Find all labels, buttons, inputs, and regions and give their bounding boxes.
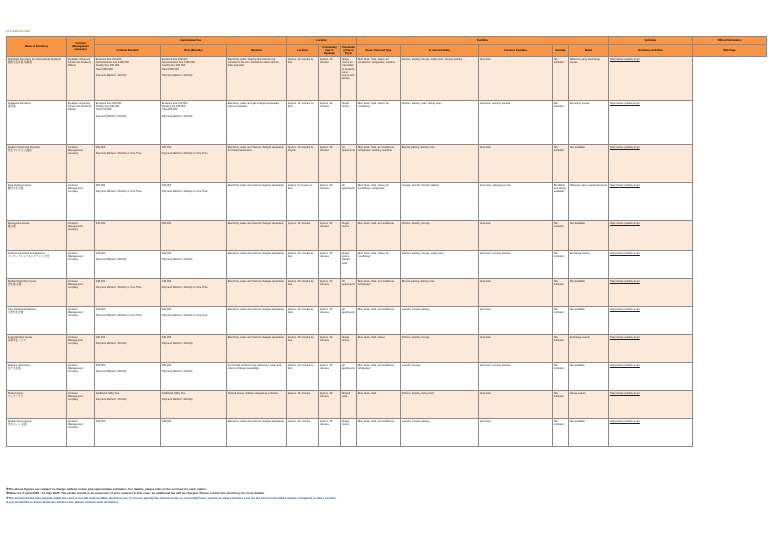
cell-rent: Entrance Fee ¥30,000 Monthly fee ¥35,000 Total ¥65,000 Payment Method : Monthly xyxy=(161,101,227,145)
cell-security: Not included xyxy=(553,221,569,251)
cell-in-room: Kitchen, laundry, living room xyxy=(401,391,479,419)
table-row xyxy=(7,145,767,183)
cell-in-room: Kitchen, laundry, lounge, study room xyxy=(401,251,479,279)
cell-name: Fukakusa Dormitory 深草寮 xyxy=(7,101,67,145)
cell-common: Auto-lock xyxy=(479,145,553,183)
cell-name: Share House シェアハウス xyxy=(7,391,67,419)
cell-name: Student Dormitory Kyoto 学生寮 京都 xyxy=(7,279,67,307)
header-name: Name of Dormitory xyxy=(7,37,67,57)
header-official-info: Official Information xyxy=(693,37,767,45)
table-row xyxy=(7,251,767,279)
cell-security: Not included xyxy=(553,279,569,307)
cell-contract-duration: ¥48,000 Payment Method : Monthly or One Time xyxy=(95,279,161,307)
header-rent: Rent (Monthly) xyxy=(161,45,227,57)
cell-remarks: Electricity, water and internet charged separately. xyxy=(227,279,287,307)
table-body xyxy=(7,57,767,447)
cell-remarks: Electricity, water, heating and internet are included in the rent. Residents share kitchen, bath and toilet. xyxy=(227,57,287,101)
cell-contract-duration: ¥42,000 Payment Method : Monthly or One Time xyxy=(95,307,161,335)
cell-location: Approx. 20 minutes xyxy=(287,419,319,447)
table-row xyxy=(7,221,767,251)
cell-web-page[interactable]: https://www.ryukoku.ac.jp/ xyxy=(609,363,693,391)
cell-meals: Not available xyxy=(569,419,609,447)
cell-security: Not included xyxy=(553,307,569,335)
cell-rent: ¥35,000 xyxy=(161,221,227,251)
cell-name: Women's Dormitory 女子学生寮 xyxy=(7,363,67,391)
cell-remarks: For female students only. Electricity, water and internet charged separately. xyxy=(227,363,287,391)
cell-common: Auto-lock xyxy=(479,279,553,307)
cell-web-page[interactable]: https://www.ryukoku.ac.jp/ xyxy=(609,279,693,307)
header-approximate-fee: Approximate Fee xyxy=(95,37,287,45)
cell-meals: Welcome party, seasonal events xyxy=(569,183,609,221)
cell-location: Approx. 15 minutes xyxy=(287,221,319,251)
cell-name: Student Apartment Ryukoku 学生マンション 龍谷 xyxy=(7,145,67,183)
table-row xyxy=(7,363,767,391)
cell-contract-duration: ¥55,000 Payment Method : Monthly xyxy=(95,363,161,391)
cell-location: Approx. 10 minutes by bicycle xyxy=(287,145,319,183)
cell-in-room: Laundry, bicycle parking xyxy=(401,419,479,447)
cell-name: Shinbashi Dormitory for International Students 国際交流会館 信貴寮 xyxy=(7,57,67,101)
cell-remarks: Electricity, water and internet charged separately. xyxy=(227,251,287,279)
cell-meals: Dormitory events xyxy=(569,101,609,145)
cell-common: Auto-lock xyxy=(479,335,553,363)
cell-name: Otsu Student Residence 大津学生会館 xyxy=(7,307,67,335)
cell-web-page[interactable]: https://www.ryukoku.ac.jp/ xyxy=(609,335,693,363)
header-remarks: Remarks xyxy=(227,45,287,57)
cell-meals: Not available xyxy=(569,363,609,391)
cell-location: Approx. 20 minutes by bus xyxy=(287,279,319,307)
cell-commute-ryukoku: Approx. 30 minutes xyxy=(319,391,341,419)
cell-room-type: Bed, desk, chair, air conditioner xyxy=(357,419,401,447)
cell-security: Not included xyxy=(553,57,569,101)
cell-commute-kyoto: Single rooms for international students; some rooms with kitchen xyxy=(341,57,357,101)
footnote-contact: If you would like to know about the initial costs, please contact each dormitory. xyxy=(6,500,119,505)
cell-in-room: Kitchen, laundry, lounge xyxy=(401,335,479,363)
cell-common: Auto-lock xyxy=(479,419,553,447)
cell-common: Auto-lock xyxy=(479,391,553,419)
cell-in-room: Bicycle parking, delivery box xyxy=(401,145,479,183)
cell-remarks: Electricity, water and internet charged separately. xyxy=(227,307,287,335)
cell-remarks: Electricity, water and gas charged separately. Internet included. xyxy=(227,101,287,145)
cell-commute-ryukoku: Approx. 40 minutes xyxy=(319,183,341,221)
cell-rent: ¥45,000 Payment Method : Monthly xyxy=(161,251,227,279)
cell-web-page[interactable]: https://www.ryukoku.ac.jp/ xyxy=(609,391,693,419)
table-row xyxy=(7,279,767,307)
cell-security: Not included xyxy=(553,391,569,419)
cell-web-page[interactable]: https://www.ryukoku.ac.jp/ xyxy=(609,221,693,251)
header-common: Common Facilities xyxy=(479,45,553,57)
cell-web-page[interactable]: https://www.ryukoku.ac.jp/ xyxy=(609,307,693,335)
cell-contract-duration: ¥50,000 Payment Method : Monthly or One Time xyxy=(95,145,161,183)
cell-in-room: Laundry, bicycle parking xyxy=(401,307,479,335)
cell-meals: Welcome party, Exchange events xyxy=(569,57,609,101)
cell-security: Not included xyxy=(553,419,569,447)
cell-contract: Contract Management company xyxy=(67,183,95,221)
cell-security: Not included xyxy=(553,251,569,279)
cell-rent: ¥55,000 Payment Method : Monthly xyxy=(161,363,227,391)
cell-commute-kyoto: Single rooms xyxy=(341,101,357,145)
cell-remarks: Shared house. Utilities charged as a flat fee. xyxy=(227,391,287,419)
cell-remarks: Electricity, water and internet charged separately. xyxy=(227,183,287,221)
cell-commute-ryukoku: Approx. 30 minutes xyxy=(319,145,341,183)
cell-room-type: Bed, desk, chair, air conditioner, refrigerator xyxy=(357,279,401,307)
footnote: ※The above figures are subject to change without notice and approximate estimates. For details, please refer to the contract for each option. xyxy=(6,487,207,491)
cell-contract: Contract Management company xyxy=(67,307,95,335)
cell-rent: Additional Utility Fee Payment Method : Monthly xyxy=(161,391,227,419)
header-group-row xyxy=(7,37,767,45)
cell-contract: Contract Management company xyxy=(67,145,95,183)
cell-rent: ¥50,000 Payment Method : Monthly or One Time xyxy=(161,145,227,183)
cell-commute-ryukoku: Approx. 20 minutes xyxy=(319,335,341,363)
cell-commute-kyoto: 1K apartments xyxy=(341,279,357,307)
cell-web-page[interactable]: https://www.ryukoku.ac.jp/ xyxy=(609,183,693,221)
cell-contract: Contract Management company xyxy=(67,335,95,363)
cell-commute-kyoto: Single rooms xyxy=(341,419,357,447)
cell-contract: Ryukoku University (Under the Students Affairs) xyxy=(67,101,95,145)
cell-remarks: Electricity, water and internet charged separately. xyxy=(227,419,287,447)
cell-room-type: Bed, desk, chair, closet, air conditioner, refrigerator xyxy=(357,183,401,221)
header-room-type: Room Total and Type xyxy=(357,45,401,57)
footnote: ※Rates for 2 April 2025 - 31 July 2025. The earlier arrival or an extension of your contract in this case, an additional fee will be charged. Please contact the dormitory for more details. xyxy=(6,491,265,496)
cell-commute-ryukoku: Approx. 30 minutes xyxy=(319,251,341,279)
cell-room-type: Bed, desk, chair, closet, air conditioner xyxy=(357,101,401,145)
cell-meals: Exchange events xyxy=(569,335,609,363)
table-row xyxy=(7,183,767,221)
cell-rent: Entrance Fee ¥30,000 Administrative Fee ¥180,000 Facility Fee ¥60,000 Total ¥300,000 Payment Method : Monthly xyxy=(161,57,227,101)
dormitory-table xyxy=(6,36,767,447)
cell-contract-duration: ¥38,000 xyxy=(95,419,161,447)
cell-rent: ¥60,000 Payment Method : Monthly or One Time xyxy=(161,183,227,221)
footnote-emphasis: ※The amount listed may include initial fees and is not the total monthly dormitory fee. If you are paying the dormitory fee on a monthly basis, please be aware that the cost for the first month will be higher compared to other months. xyxy=(6,495,337,500)
cell-contract: Ryukoku University (Under the Students Affairs) xyxy=(67,57,95,101)
cell-commute-ryukoku: Approx. 20 minutes xyxy=(319,101,341,145)
footnotes xyxy=(6,487,762,505)
cell-room-type: Bed, desk, chair, air conditioner xyxy=(357,307,401,335)
cell-meals: House events xyxy=(569,391,609,419)
header-activities: Activities xyxy=(609,37,693,45)
cell-contract: Contract Management company xyxy=(67,363,95,391)
cell-remarks: Electricity, water and internet charged separately. xyxy=(227,335,287,363)
cell-contract-duration: ¥60,000 Payment Method : Monthly or One Time xyxy=(95,183,161,221)
cell-security: Not included xyxy=(553,145,569,183)
cell-contract: Contract Management company xyxy=(67,279,95,307)
cell-contract: Contract Management company xyxy=(67,419,95,447)
header-sub-row xyxy=(7,45,767,57)
cell-room-type: Bed, desk, chair, air conditioner, refrigerator xyxy=(357,363,401,391)
cell-room-type: Bed, desk, chair, closet, air conditioner, refrigerator, curtains xyxy=(357,57,401,101)
cell-room-type: Bed, desk, chair, air conditioner, refrigerator, washing machine xyxy=(357,145,401,183)
cell-commute-kyoto: 1K apartments xyxy=(341,183,357,221)
cell-location: Approx. 15 minutes xyxy=(287,391,319,419)
cell-web-page[interactable]: https://www.ryukoku.ac.jp/ xyxy=(609,145,693,183)
cell-meals: Not available xyxy=(569,279,609,307)
cell-rent: ¥48,000 Payment Method : Monthly or One Time xyxy=(161,279,227,307)
cell-in-room: Kitchen, laundry, lounge xyxy=(401,221,479,251)
table-row xyxy=(7,391,767,419)
header-in-room: In-room Facilities xyxy=(401,45,479,57)
cell-commute-ryukoku: Approx. 30 minutes xyxy=(319,57,341,101)
cell-commute-ryukoku: Approx. 20 minutes xyxy=(319,279,341,307)
cell-location: Approx. 15 minutes by bus xyxy=(287,251,319,279)
cell-common: Auto-lock, manager on site xyxy=(479,183,553,221)
cell-security: Not included xyxy=(553,101,569,145)
cell-security: Not included xyxy=(553,335,569,363)
cell-meals: Not available xyxy=(569,221,609,251)
cell-in-room: Lounge, laundry, bicycle parking xyxy=(401,183,479,221)
cell-location: Approx. 15 minutes by bus xyxy=(287,57,319,101)
cell-meals: Not available xyxy=(569,145,609,183)
cell-contract-duration: ¥45,000 Payment Method : Monthly xyxy=(95,251,161,279)
cell-common: Auto-lock, security camera xyxy=(479,101,553,145)
header-contract-duration: Contract Duration xyxy=(95,45,161,57)
cell-in-room: Kitchen, laundry, lounge, study room, bicycle parking xyxy=(401,57,479,101)
cell-commute-ryukoku: Approx. 25 minutes xyxy=(319,221,341,251)
cell-remarks: Electricity, water and internet charged separately. Furnished apartment. xyxy=(227,145,287,183)
cell-contract: Contract Management company xyxy=(67,221,95,251)
table-row xyxy=(7,101,767,145)
cell-commute-ryukoku: Approx. 30 minutes xyxy=(319,307,341,335)
cell-contract: Contract Management company xyxy=(67,391,95,419)
cell-common: Auto-lock, security camera xyxy=(479,251,553,279)
header-contract: Contract (Management company) xyxy=(67,37,95,57)
cell-web-page[interactable]: https://www.ryukoku.ac.jp/ xyxy=(609,419,693,447)
table-row xyxy=(7,335,767,363)
header-meals: Meals xyxy=(569,45,609,57)
cell-common: Auto-lock, security camera xyxy=(479,363,553,391)
cell-contract-duration: ¥35,000 xyxy=(95,221,161,251)
cell-common: Auto-lock xyxy=(479,307,553,335)
cell-common: Auto-lock xyxy=(479,221,553,251)
cell-commute-ryukoku: Approx. 30 minutes xyxy=(319,363,341,391)
sheet-caption: As of 2025 Feb 2025 xyxy=(6,30,31,33)
cell-web-page[interactable]: https://www.ryukoku.ac.jp/ xyxy=(609,57,693,101)
table-row xyxy=(7,419,767,447)
table-row xyxy=(7,57,767,101)
cell-commute-kyoto: 1K apartments xyxy=(341,307,357,335)
cell-name: Student Room Kyoto 学生ルーム 京都 xyxy=(7,419,67,447)
cell-commute-ryukoku: Approx. 25 minutes xyxy=(319,419,341,447)
cell-name: Kyoto Student House 京都学生ハウス xyxy=(7,335,67,363)
table-row xyxy=(7,307,767,335)
cell-location: Approx. 20 minutes by bus xyxy=(287,335,319,363)
cell-rent: ¥42,000 Payment Method : Monthly or One Time xyxy=(161,307,227,335)
cell-commute-kyoto: Shared units xyxy=(341,391,357,419)
cell-name: Fushimi International Residence インターナショナルレジデンス 伏見 xyxy=(7,251,67,279)
header-security: Security xyxy=(553,45,569,57)
cell-web-page[interactable]: https://www.ryukoku.ac.jp/ xyxy=(609,101,693,145)
cell-in-room: Kitchen, laundry, bath, dining room xyxy=(401,101,479,145)
cell-room-type: Bed, desk, chair, air conditioner xyxy=(357,221,401,251)
header-commute-kyoto: Commuting time to Kyoto xyxy=(342,45,355,56)
cell-contract-duration: Additional Utility Fee Payment Method : Monthly xyxy=(95,391,161,419)
cell-meals: Not available xyxy=(569,307,609,335)
cell-commute-kyoto: 1K apartments xyxy=(341,145,357,183)
header-dorm-activities: Dormitory Activities xyxy=(609,45,693,57)
cell-contract: Contract Management company xyxy=(67,251,95,279)
cell-contract-duration: Entrance Fee ¥30,000 Administrative Fee ¥180,000 Facility Fee ¥60,000 Total ¥300,000 Payment Method : Monthly xyxy=(95,57,161,101)
cell-location: Approx. 10 minutes on foot xyxy=(287,363,319,391)
cell-meals: Exchange events xyxy=(569,251,609,279)
cell-contract-duration: ¥40,000 Payment Method : Monthly xyxy=(95,335,161,363)
cell-location: Approx. 5 minutes on foot xyxy=(287,183,319,221)
header-web-page: Web Page xyxy=(693,45,767,57)
header-commute-ryukoku: Commuting time to Ryukoku xyxy=(319,45,341,57)
cell-commute-kyoto: 1K apartments xyxy=(341,363,357,391)
cell-room-type: Bed, desk, chair, closet, air conditioner xyxy=(357,251,401,279)
dormitory-sheet xyxy=(6,36,762,447)
cell-commute-kyoto: Single rooms xyxy=(341,335,357,363)
cell-location: Approx. 10 minutes on foot xyxy=(287,101,319,145)
cell-in-room: Laundry, lounge xyxy=(401,363,479,391)
cell-web-page[interactable]: https://www.ryukoku.ac.jp/ xyxy=(609,251,693,279)
cell-rent: ¥38,000 xyxy=(161,419,227,447)
header-facilities: Facilities xyxy=(357,37,609,45)
cell-name: Seta Student House 瀬田学生会館 xyxy=(7,183,67,221)
cell-common: Auto-lock xyxy=(479,57,553,101)
cell-name: Momoyama House 桃山寮 xyxy=(7,221,67,251)
cell-remarks: Electricity, water and internet charged separately. xyxy=(227,221,287,251)
cell-in-room: Bicycle parking, delivery box xyxy=(401,279,479,307)
cell-location: Approx. 15 minutes by train xyxy=(287,307,319,335)
cell-room-type: Bed, desk, chair, closet xyxy=(357,335,401,363)
cell-rent: ¥40,000 Payment Method : Monthly xyxy=(161,335,227,363)
cell-security: Breakfast and dinner available xyxy=(553,183,569,221)
header-location: Location xyxy=(287,45,319,57)
cell-contract-duration: Entrance Fee ¥30,000 Facility Fee ¥40,000 Total ¥70,000 Payment Method : Monthly xyxy=(95,101,161,145)
cell-security: Not included xyxy=(553,363,569,391)
cell-room-type: Bed, desk, chair xyxy=(357,391,401,419)
cell-commute-kyoto: Single rooms xyxy=(341,221,357,251)
cell-commute-kyoto: Single rooms, shared units xyxy=(341,251,357,279)
header-location-group: Location xyxy=(287,37,357,45)
